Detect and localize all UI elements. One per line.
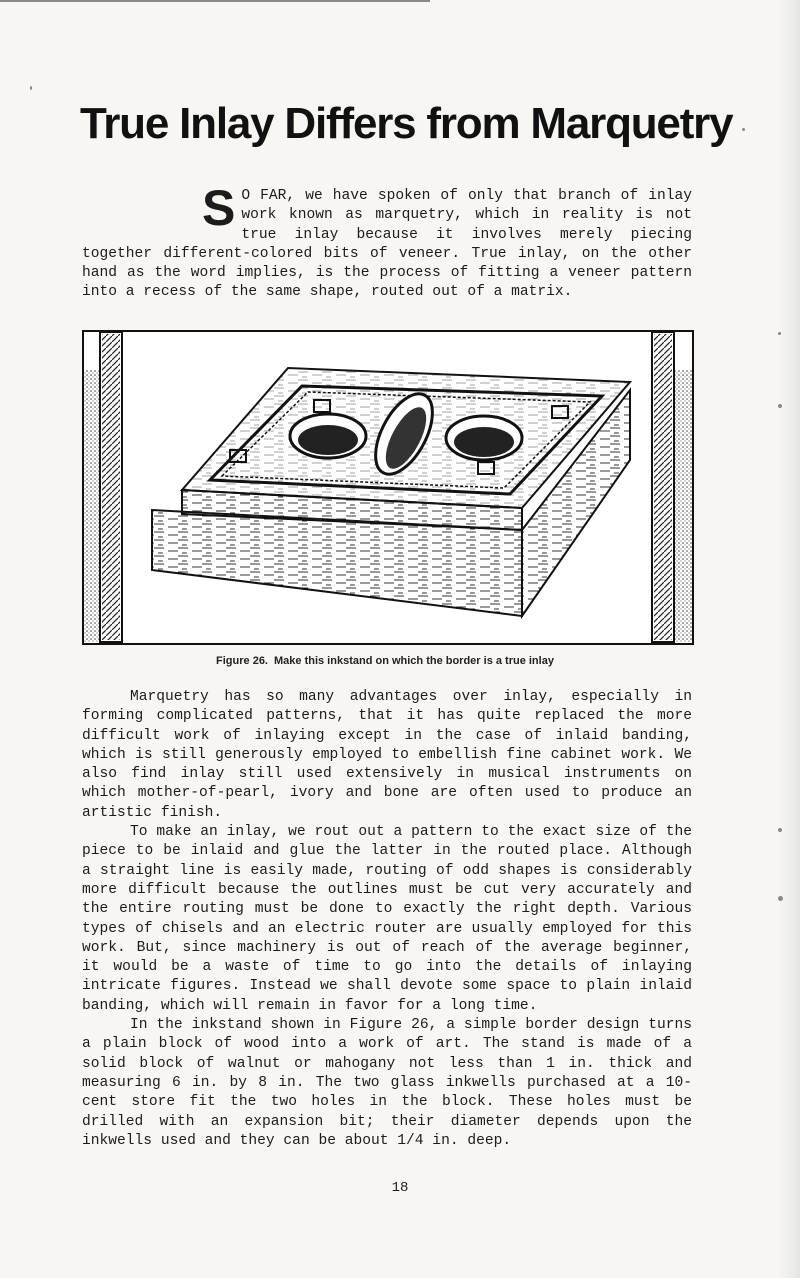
intro-paragraph — [82, 180, 692, 303]
figure-illustration — [82, 330, 694, 645]
page-title: True Inlay Differs from Marquetry — [80, 99, 733, 148]
paragraph: To make an inlay, we rout out a pattern to the exact size of the piece to be inlaid and glue the latter in the routed place. Although a straight line is easily made, routing of odd shapes is considerably more difficult because the outlines must be cut very accurately and the entire routing must be done to exactly the right depth. Various types of chisels and an electric router are usually employed for this work. But, since machinery is out of reach of the average beginner, it would be a waste of time to go into the details of inlaying intricate figures. Instead we shall devote some space to plain inlaid banding, which will remain in favor for a long time. — [82, 824, 692, 1014]
right-rope-border — [652, 332, 692, 642]
top-rule — [0, 0, 430, 2]
page-number: 18 — [391, 1180, 409, 1196]
figure-caption-text: Make this inkstand on which the border is a true inlay — [274, 655, 554, 667]
main-text — [82, 688, 692, 1151]
figure-label: Figure 26. — [216, 655, 268, 667]
figure-caption — [82, 655, 694, 667]
page-edge-shadow — [778, 0, 800, 1278]
left-rope-border — [84, 332, 122, 642]
paragraph: Marquetry has so many advantages over inlay, especially in forming complicated patterns, that it has quite replaced the more difficult work of inlaying except in the case of inlaid banding, which is still generously employed to embellish fine cabinet work. We also find inlay still used extensively in musical instruments on which mother-of-pearl, ivory and bone are often used to produce an artistic finish. — [82, 689, 692, 821]
drop-cap: S — [202, 180, 236, 236]
intro-text: O FAR, we have spoken of only that branch of inlay work known as marquetry, which in reality is not true inlay because it involves merely piecing together different-colored bits of veneer. True inlay, on the other hand as the word implies, is the process of fitting a veneer pattern into a recess of the same shape, routed out of a matrix. — [82, 188, 692, 301]
paragraph: In the inkstand shown in Figure 26, a simple border design turns a plain block of wood into a work of art. The stand is made of a solid block of walnut or mahogany not less than 1 in. thick and measuring 6 in. by 8 in. The two glass inkwells purchased at a 10-cent store fit the two holes in the block. These holes must be drilled with an expansion bit; their diameter depends upon the inkwells used and they can be about 1/4 in. deep. — [82, 1017, 692, 1149]
